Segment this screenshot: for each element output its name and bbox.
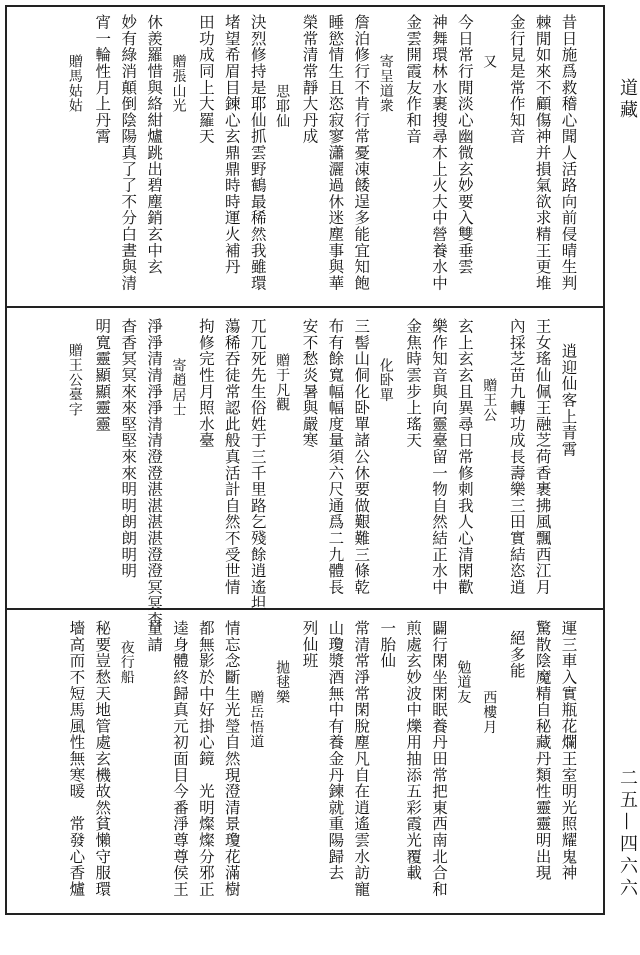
text-column: 金焦時雲步上瑤天 bbox=[404, 318, 423, 449]
panel-divider-upper bbox=[5, 306, 605, 308]
text-column: 都無影於中好掛心鏡 光明燦燦分邪正 bbox=[196, 620, 215, 898]
text-column: 安不愁炎暑與嚴寒 bbox=[300, 318, 319, 449]
text-column: 榮常清常靜大丹成 bbox=[300, 14, 319, 145]
text-column: 昔日施爲救稽心聞人活路向前侵晴生判 bbox=[559, 14, 578, 292]
text-column: 金行見是常作知音 bbox=[507, 14, 526, 145]
text-column: 童請 bbox=[145, 620, 164, 653]
text-column: 絕多能 bbox=[507, 630, 526, 679]
text-column: 樂作知音與向靈臺留一物自然結正水中 bbox=[430, 318, 448, 596]
poem-title: 贈王公 bbox=[481, 378, 498, 423]
poem-title: 又 bbox=[481, 54, 498, 69]
text-column: 金雲開霞友作和音 bbox=[404, 14, 423, 145]
text-column: 決烈修持是耶仙抓雲野鶴最稀然我雖環 bbox=[248, 14, 267, 292]
text-column: 玄上玄玄且異尋日常修刺我人心清閑歡 bbox=[455, 318, 474, 596]
text-column: 詹泊修行不肯行常憂凍餧逞多能宜知飽 bbox=[352, 14, 371, 292]
text-column: 田功成同上大羅天 bbox=[196, 14, 215, 145]
text-column: 棘閒如來不顧傷神并損氣欲求精王更堆 bbox=[533, 14, 552, 292]
poem-title: 寄趙居士 bbox=[170, 358, 187, 418]
text-column: 逍迎仙客上青霄 bbox=[559, 343, 578, 458]
panel-divider-lower bbox=[5, 608, 605, 610]
poem-title: 贈馬姑姑 bbox=[66, 54, 83, 114]
text-column: 王女瑤仙佩王融芝荷香裹拂風飄西江月 bbox=[533, 318, 552, 596]
text-column: 驚散陰魔精自秘藏丹類性靈靈明出現 bbox=[533, 620, 552, 881]
poem-title: 贈岳悟道 bbox=[248, 690, 265, 750]
text-column: 休羨羅惜與絡紺爐跳出碧塵銷玄中玄 bbox=[145, 14, 164, 275]
text-column: 列仙班 bbox=[300, 620, 319, 669]
poem-title: 贈張山光 bbox=[170, 54, 187, 114]
poem-title: 贈王公臺字 bbox=[66, 343, 83, 417]
text-column: 布有餘寬幅幅度量須六尺通爲二九體長 bbox=[326, 318, 345, 596]
text-column: 明寬靈顯顯靈靈 bbox=[93, 318, 112, 433]
text-column: 拘修完性月照水臺 bbox=[196, 318, 215, 449]
text-column: 內採芝苗九轉功成長壽樂三田實結恣逍 bbox=[507, 318, 526, 596]
poem-title: 夜行船 bbox=[118, 640, 135, 685]
series-label: 道藏 bbox=[617, 78, 638, 122]
text-column: 闢行閑坐閑眠養丹田常把東西南北合和 bbox=[430, 620, 448, 898]
text-column: 逵身體終歸真元初面目今番淨尊尊侯王 bbox=[171, 620, 189, 898]
text-column: 墻高而不短馬風性無寒暖 常發心香爐 bbox=[67, 620, 86, 898]
text-column: 今日常行閒淡心幽微玄妙要入雙垂雲 bbox=[455, 14, 474, 275]
text-column: 三髻山侗化卧單諸公休要做艱難三條乾 bbox=[352, 318, 371, 596]
text-column: 秘要豈愁天地管處玄機故然貧懶守服環 bbox=[93, 620, 112, 898]
text-column: 山瓊漿酒無中有養金丹鍊就重陽歸去 bbox=[326, 620, 345, 881]
text-column: 運三車入實瓶花爛王室明光照耀鬼神 bbox=[559, 620, 578, 881]
text-column: 煎處玄妙波中爍用抽添五彩霞光覆載 bbox=[404, 620, 423, 881]
poem-title: 西樓月 bbox=[481, 690, 498, 735]
text-column: 蕩稀吞徒常認此般真活計自然不受世情 bbox=[222, 318, 241, 596]
text-column: 睡慾情生且恣寂寥瀟灑過休迷塵事與華 bbox=[326, 14, 345, 292]
poem-title: 贈于凡觀 bbox=[274, 353, 291, 413]
poem-title: 化卧單 bbox=[377, 358, 394, 403]
text-column: 堵望希眉目鍊心玄鼎鼎時時運火補丹 bbox=[222, 14, 241, 275]
poem-title: 勉道友 bbox=[455, 660, 472, 705]
text-column: 妙有綠消顛倒陰陽真了了不分白晝與清 bbox=[119, 14, 138, 292]
text-column: 神舞環林水裹搜尋木上火大中營養水中 bbox=[430, 14, 448, 292]
text-column: 常清常淨常閑脫塵凡自在逍遙雲水訪寵 bbox=[352, 620, 371, 898]
poem-title: 思耶仙 bbox=[274, 84, 291, 129]
page-number: 二五—四六六 bbox=[617, 768, 638, 900]
text-column: 情忘念斷生光瑩自然現澄清景瓊花滿樹 bbox=[222, 620, 241, 898]
text-column: 兀兀死先生俗姓于三千里路乞殘餘逍遙坦 bbox=[248, 318, 267, 612]
poem-title: 拋毬樂 bbox=[274, 660, 291, 705]
poem-title: 寄呈道衆 bbox=[377, 54, 394, 114]
text-column: 淨淨清清淨淨清清澄澄湛湛湛湛澄澄冥冥杳 bbox=[145, 318, 164, 628]
text-column: 一胎仙 bbox=[378, 620, 397, 669]
text-column: 杳香冥冥來來堅堅來來明明朗朗明明 bbox=[119, 318, 138, 579]
text-column: 宵一輪性月上丹霄 bbox=[93, 14, 112, 145]
